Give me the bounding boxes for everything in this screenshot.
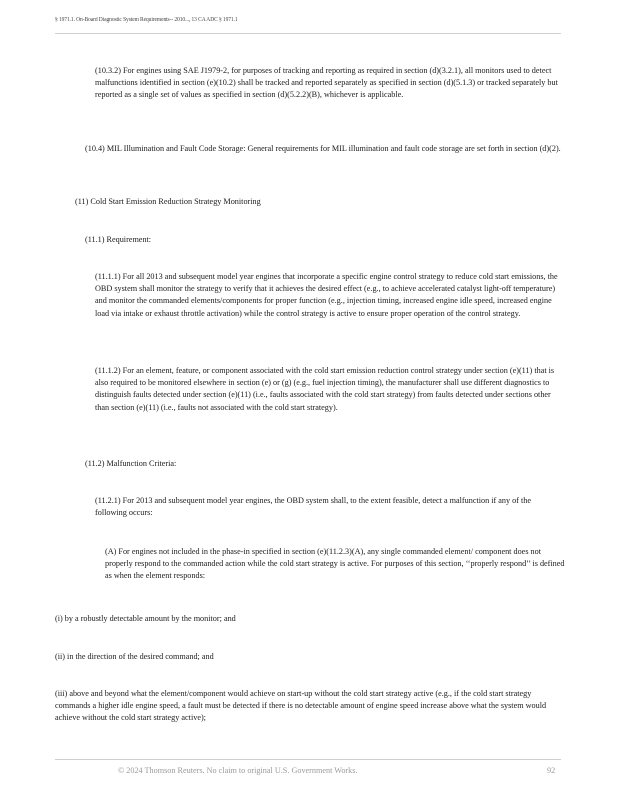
paragraph-11-2-1: (11.2.1) For 2013 and subsequent model year engines, the OBD system shall, to the extent feasible, detect a malfunction if any of the following occurs:: [95, 496, 532, 518]
paragraph-item-iii: (iii) above and beyond what the element/component would achieve on start-up without the cold start strategy active (e.g., if the cold start strategy commands a higher idle engine speed, a fault must be detected if there is no detectable amount of engine speed increase above what the system would achieve without the cold start strategy active);: [55, 689, 547, 723]
footer-divider: [55, 759, 561, 760]
paragraph-11-1: (11.1) Requirement:: [85, 235, 152, 244]
header-divider: [55, 33, 561, 34]
copyright-notice: © 2024 Thomson Reuters. No claim to original U.S. Government Works.: [118, 766, 358, 775]
paragraph-11-1-1: (11.1.1) For all 2013 and subsequent model year engines that incorporate a specific engine control strategy to reduce cold start emissions, the OBD system shall monitor the strategy to verify that it achieves the desired effect (e.g., to achieve accelerated catalyst light-off temperature) and monitor the commanded elements/components for proper function (e.g., injection timing, increased engine idle speed, increased engine load via intake or exhaust throttle activation) while the control strategy is active to ensure proper operation of the control strategy.: [95, 272, 558, 318]
paragraph-item-i: (i) by a robustly detectable amount by the monitor; and: [55, 614, 236, 623]
paragraph-11-2: (11.2) Malfunction Criteria:: [85, 459, 177, 468]
paragraph-10-4: (10.4) MIL Illumination and Fault Code Storage: General requirements for MIL illumination and fault code storage are set forth in section (d)(2).: [85, 144, 561, 153]
paragraph-item-ii: (ii) in the direction of the desired command; and: [55, 652, 214, 661]
running-header: § 1971.1. On-Board Diagnostic System Requirements-- 2010..., 13 CA ADC § 1971.1: [55, 17, 238, 23]
paragraph-11-2-1-a: (A) For engines not included in the phase-in specified in section (e)(11.2.3)(A), any single commanded element/ component does not properly respond to the commanded action while the cold start strategy is active. For purposes of this section, ‘‘properly respond’’ is defined as when the element responds:: [105, 547, 565, 581]
page-number: 92: [547, 766, 556, 775]
paragraph-11-1-2: (11.1.2) For an element, feature, or component associated with the cold start emission reduction control strategy under section (e)(11) that is also required to be monitored elsewhere in section (e) or (g) (e.g., fuel injection timing), the manufacturer shall use different diagnostics to distinguish faults detected under section (e)(11) (i.e., faults associated with the cold start strategy) from faults detected under sections other than section (e)(11) (i.e., faults not associated with the cold start strategy).: [95, 366, 555, 412]
paragraph-10-3-2: (10.3.2) For engines using SAE J1979-2, for purposes of tracking and reporting as required in section (d)(3.2.1), all monitors used to detect malfunctions identified in section (e)(10.2) shall be tracked and reported separately as specified in section (d)(5.1.3) or tracked separately but reported as a single set of values as specified in section (d)(5.2.2)(B), whichever is applicable.: [95, 66, 558, 100]
paragraph-11-heading: (11) Cold Start Emission Reduction Strategy Monitoring: [75, 197, 261, 206]
